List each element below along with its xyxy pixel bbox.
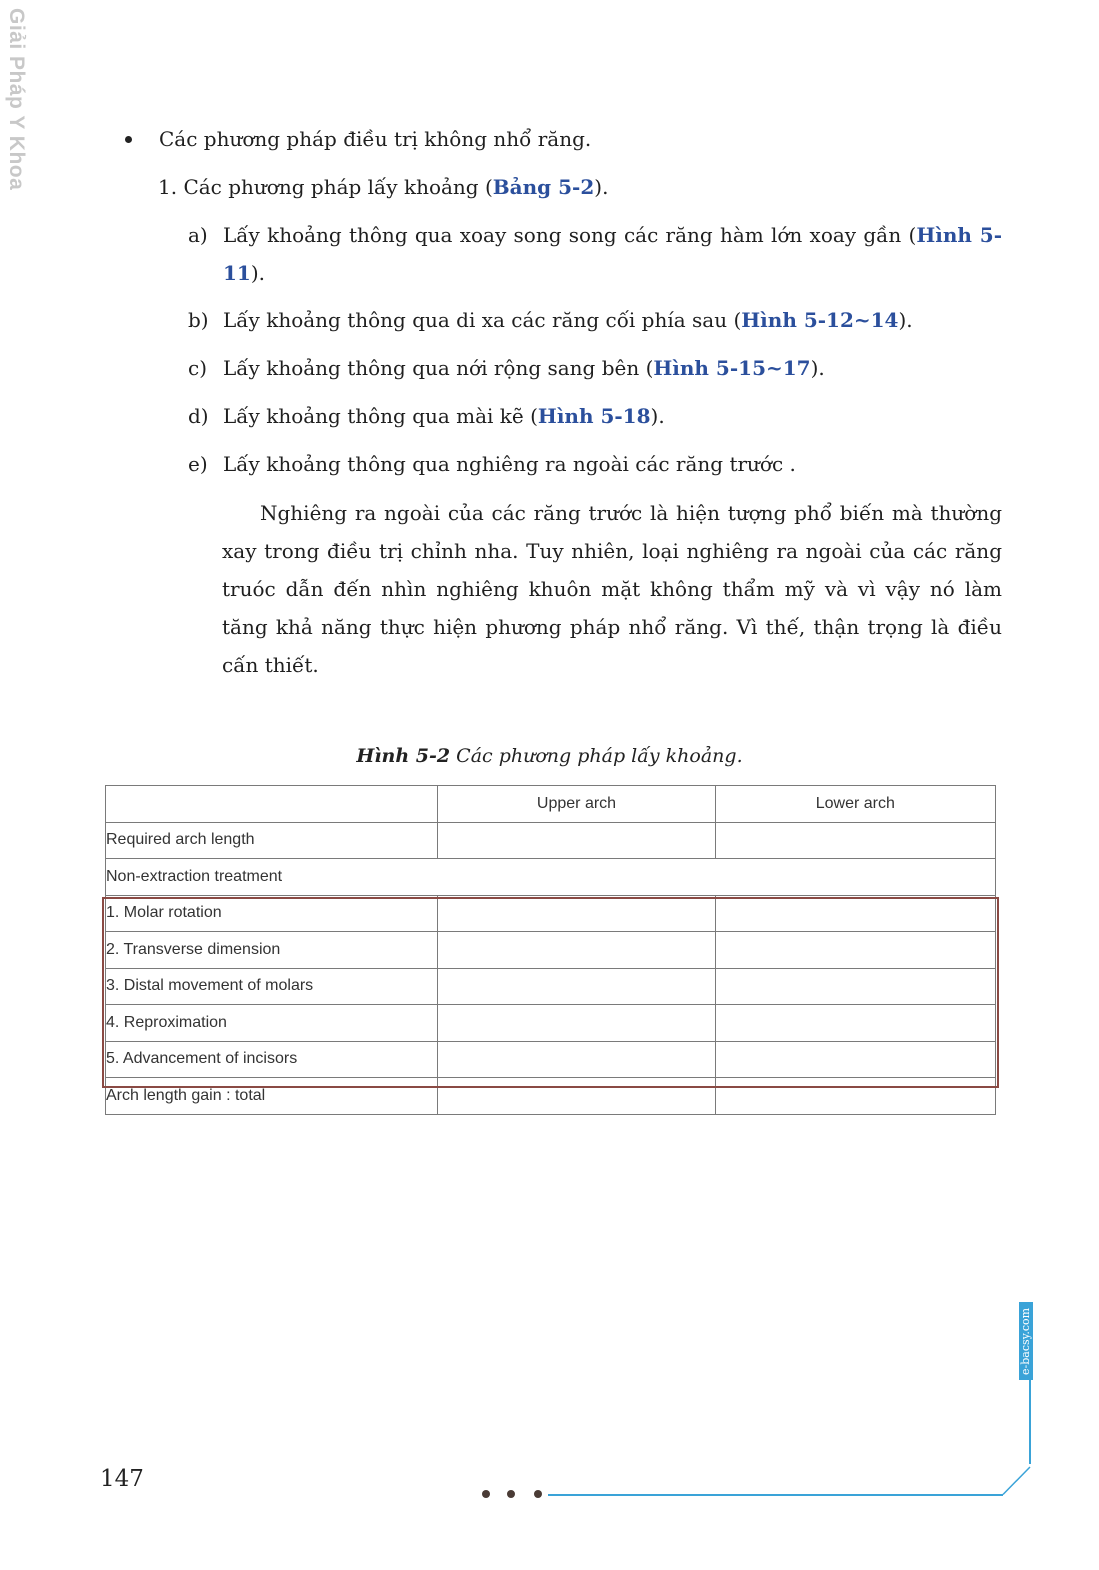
sub-item-b [188, 301, 1002, 339]
caption-label: Hình 5-2 [356, 745, 451, 767]
sub-item-text: Lấy khoảng thông qua mài kẽ ( [223, 404, 538, 428]
table-row [106, 1041, 996, 1078]
table-row [106, 932, 996, 969]
lower-cell [715, 1041, 995, 1078]
row-label: Non-extraction treatment [106, 859, 996, 896]
body-paragraph: Nghiêng ra ngoài của các răng trước là hiện tượng phổ biến mà thường xay trong điều trị chỉnh nha. Tuy nhiên, loại nghiêng ra ngoài của các răng truóc dẫn đến nhìn nghiêng khuôn mặt không thẩm mỹ và vì vậy nó làm tăng khả năng thực hiện phương pháp nhổ răng. Vì thế, thận trọng là điều cấn thiết. [222, 501, 1002, 677]
sub-item-end: ). [250, 261, 266, 285]
sub-item-d [188, 397, 1002, 435]
header-cell-lower: Lower arch [715, 786, 995, 823]
lower-cell [715, 1005, 995, 1042]
table-row [106, 822, 996, 859]
lower-cell [715, 822, 995, 859]
sub-item-ref-link[interactable]: Hình 5-18 [537, 404, 651, 428]
sub-item-text: Lấy khoảng thông qua di xa các răng cối phía sau ( [223, 308, 742, 332]
bullet-icon [125, 136, 132, 143]
table-row [106, 895, 996, 932]
lower-cell [715, 932, 995, 969]
sub-item-ref-link[interactable]: Hình 5-11 [223, 223, 1002, 285]
sub-item-label: d) [188, 404, 209, 428]
row-label: Arch length gain : total [106, 1078, 438, 1115]
header-cell-upper: Upper arch [438, 786, 715, 823]
sub-item-c [188, 349, 1002, 387]
table-row [106, 968, 996, 1005]
caption-text: Các phương pháp lấy khoảng. [450, 745, 743, 767]
sub-item-label: a) [188, 223, 208, 247]
figure-caption [0, 745, 1099, 767]
upper-cell [438, 1005, 715, 1042]
page-number: 147 [100, 1466, 144, 1492]
table-row [106, 1005, 996, 1042]
row-label: 4. Reproximation [106, 1005, 438, 1042]
sub-item-ref-link[interactable]: Hình 5-12~14 [741, 308, 899, 332]
sub-item-end: ). [898, 308, 913, 332]
sub-item-text: Lấy khoảng thông qua nghiêng ra ngoài các răng trước . [223, 452, 796, 476]
numbered-item-1 [158, 168, 608, 206]
sub-item-e [188, 445, 1002, 483]
sub-item-text: Lấy khoảng thông qua xoay song song các răng hàm lớn xoay gần ( [223, 223, 917, 247]
sub-item-label: c) [188, 356, 208, 380]
footer-line [548, 1494, 1003, 1496]
lower-cell [715, 895, 995, 932]
sub-item-label: e) [188, 452, 208, 476]
footer-vertical-line [1029, 1380, 1031, 1464]
sub-item-text: Lấy khoảng thông qua nới rộng sang bên ( [223, 356, 654, 380]
item-end: ). [594, 175, 609, 199]
sub-item-label: b) [188, 308, 209, 332]
item-text: Các phương pháp lấy khoảng ( [183, 175, 493, 199]
upper-cell [438, 895, 715, 932]
lower-cell [715, 968, 995, 1005]
upper-cell [438, 968, 715, 1005]
header-cell-empty [106, 786, 438, 823]
table-row [106, 859, 996, 896]
bullet-text: Các phương pháp điều trị không nhổ răng. [159, 127, 592, 151]
upper-cell [438, 822, 715, 859]
table-row [106, 1078, 996, 1115]
table-header-row [106, 786, 996, 823]
brand-tab [1019, 1302, 1033, 1380]
row-label: Required arch length [106, 822, 438, 859]
row-label: 5. Advancement of incisors [106, 1041, 438, 1078]
upper-cell [438, 1078, 715, 1115]
brand-text: e-bacsy.com [1019, 1307, 1032, 1375]
arch-length-table [105, 785, 996, 1115]
item-ref-link[interactable]: Bảng 5-2 [492, 175, 595, 199]
lower-cell [715, 1078, 995, 1115]
sub-item-end: ). [810, 356, 825, 380]
footer-corner-line [1000, 1460, 1040, 1500]
row-label: 3. Distal movement of molars [106, 968, 438, 1005]
upper-cell [438, 1041, 715, 1078]
sub-item-ref-link[interactable]: Hình 5-15~17 [653, 356, 811, 380]
row-label: 1. Molar rotation [106, 895, 438, 932]
sub-item-end: ). [650, 404, 665, 428]
row-label: 2. Transverse dimension [106, 932, 438, 969]
side-watermark: Giải Pháp Y Khoa [5, 8, 28, 191]
item-number: 1. [158, 175, 178, 199]
upper-cell [438, 932, 715, 969]
sub-item-a [188, 216, 1002, 292]
